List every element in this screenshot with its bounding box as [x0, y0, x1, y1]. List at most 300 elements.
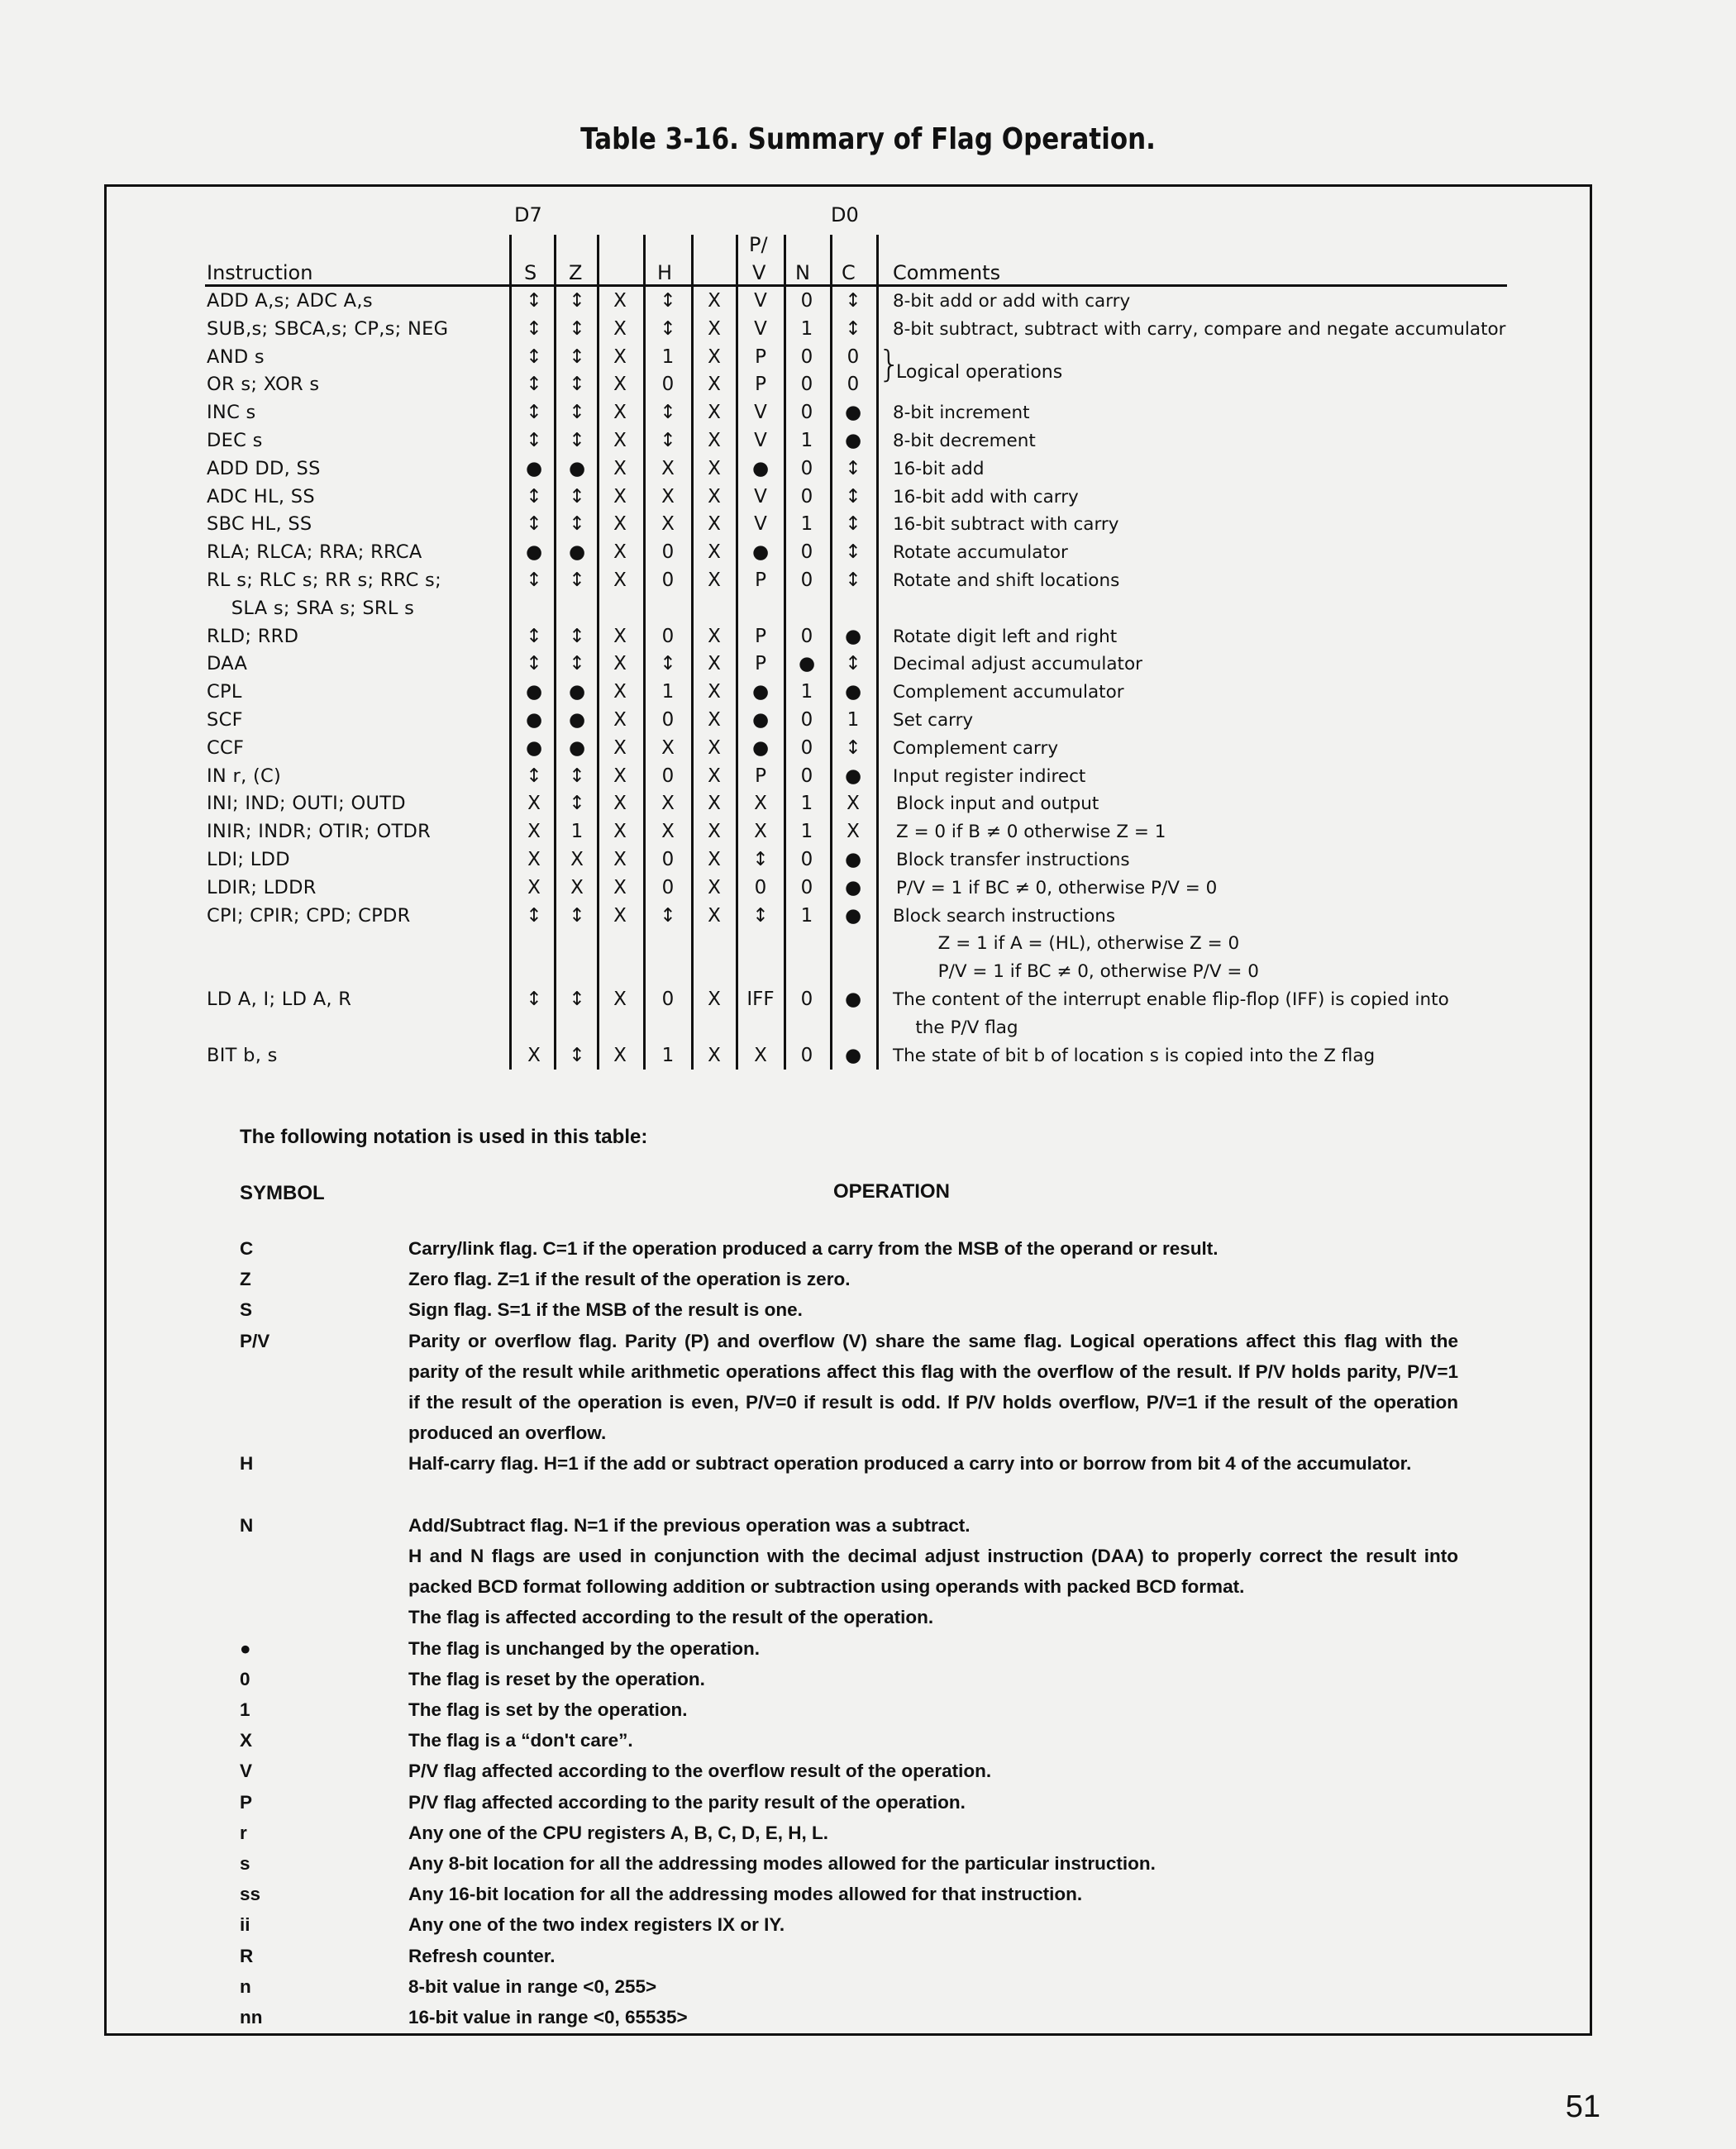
instruction-cell: SCF: [207, 709, 243, 731]
flag-cell: ↕: [845, 485, 861, 507]
table-row: [0, 930, 1736, 957]
flag-cell: ↕: [569, 317, 585, 340]
legend-symbol: 0: [240, 1668, 250, 1689]
page-number: 51: [1565, 2089, 1600, 2124]
instruction-cell: ADC HL, SS: [207, 485, 315, 507]
flag-cell: ↕: [526, 513, 542, 536]
flag-cell: ●: [844, 625, 862, 647]
flag-cell: ↕: [845, 513, 861, 536]
legend-description: Any 16-bit location for all the addressing modes allowed for that instruction.: [408, 1884, 1083, 1905]
comment-cell: Block search instructions: [893, 905, 1116, 927]
instruction-cell: RLD; RRD: [207, 625, 299, 647]
flag-cell: X: [527, 849, 541, 870]
comment-cell: 8-bit subtract, subtract with carry, compare and negate accumulator: [893, 318, 1506, 340]
flag-cell: 1: [661, 345, 675, 368]
flag-cell: 1: [847, 709, 860, 731]
table-row: [0, 707, 1736, 734]
table-row: [0, 735, 1736, 762]
legend-description: H and N flags are used in conjunction with the decimal adjust instruction (DAA) to properly correct the result into packed BCD format following addition or subtraction using operands with packed BCD format.: [408, 1546, 1458, 1598]
flag-cell: X: [754, 821, 767, 843]
flag-cell: ↕: [569, 345, 585, 368]
flag-cell: X: [708, 569, 721, 591]
header-d0: D0: [831, 203, 859, 226]
legend-description: Carry/link flag. C=1 if the operation produced a carry from the MSB of the operand or result.: [408, 1238, 1219, 1259]
flag-cell: ●: [525, 736, 543, 759]
flag-cell: X: [708, 541, 721, 564]
comment-cell: Rotate and shift locations: [893, 570, 1120, 591]
flag-cell: 0: [800, 625, 813, 647]
legend-description: The flag is affected according to the result of the operation.: [408, 1607, 934, 1628]
instruction-cell: CCF: [207, 736, 245, 759]
table-row: [0, 679, 1736, 706]
flag-cell: ↕: [660, 653, 676, 675]
comment-cell: Decimal adjust accumulator: [893, 654, 1142, 675]
flag-cell: ↕: [526, 625, 542, 647]
flag-cell: X: [613, 849, 627, 870]
instruction-cell: CPL: [207, 681, 242, 703]
flag-cell: ↕: [569, 653, 585, 675]
legend-symbol: ii: [240, 1914, 250, 1936]
flag-cell: 1: [661, 681, 675, 703]
flag-cell: 0: [661, 765, 675, 787]
flag-cell: X: [708, 1044, 721, 1066]
table-row: [0, 1014, 1736, 1041]
flag-cell: 1: [800, 317, 813, 340]
flag-cell: X: [613, 1044, 627, 1066]
flag-cell: X: [708, 317, 721, 340]
flag-cell: X: [708, 374, 721, 396]
flag-cell: 0: [800, 876, 813, 898]
table-row: [0, 371, 1736, 398]
legend-description: Sign flag. S=1 if the MSB of the result is one.: [408, 1299, 803, 1321]
flag-cell: ●: [844, 402, 862, 424]
instruction-cell: AND s: [207, 345, 265, 368]
flag-cell: X: [613, 290, 627, 312]
flag-cell: X: [708, 625, 721, 647]
flag-cell: 1: [800, 681, 813, 703]
flag-cell: ●: [751, 709, 770, 731]
logical-ops-label: Logical operations: [896, 362, 1063, 383]
flag-cell: ↕: [569, 430, 585, 451]
flag-cell: X: [708, 821, 721, 843]
comment-cell: Rotate digit left and right: [893, 626, 1118, 647]
table-row: [0, 874, 1736, 902]
flag-cell: ●: [568, 457, 586, 479]
flag-cell: ●: [798, 653, 816, 675]
flag-cell: ●: [844, 989, 862, 1010]
flag-cell: 1: [800, 430, 813, 451]
table-row: [0, 790, 1736, 817]
flag-cell: V: [754, 290, 767, 312]
instruction-cell: CPI; CPIR; CPD; CPDR: [207, 904, 411, 927]
flag-cell: ●: [844, 904, 862, 927]
comment-cell: 8-bit decrement: [893, 431, 1036, 451]
flag-cell: ↕: [845, 541, 861, 564]
comment-cell: The content of the interrupt enable flip-flop (IFF) is copied into: [893, 989, 1449, 1010]
flag-cell: X: [613, 430, 627, 451]
legend-symbol: r: [240, 1822, 247, 1843]
flag-cell: X: [708, 709, 721, 731]
flag-cell: X: [613, 457, 627, 479]
legend-symbol: S: [240, 1299, 253, 1321]
legend-description: 8-bit value in range <0, 255>: [408, 1975, 657, 1997]
flag-cell: X: [613, 317, 627, 340]
instruction-cell: RL s; RLC s; RR s; RRC s;: [207, 569, 441, 591]
flag-cell: 0: [800, 1044, 813, 1066]
table-row: [0, 818, 1736, 846]
comment-cell: The state of bit b of location s is copied into the Z flag: [893, 1045, 1376, 1066]
instruction-cell: RLA; RLCA; RRA; RRCA: [207, 541, 422, 564]
flag-cell: ↕: [526, 317, 542, 340]
flag-cell: ↕: [660, 904, 676, 927]
flag-cell: ↕: [845, 457, 861, 479]
flag-cell: X: [613, 709, 627, 731]
instruction-cell: SLA s; SRA s; SRL s: [207, 597, 415, 619]
legend-description: Refresh counter.: [408, 1945, 556, 1966]
flag-cell: ↕: [569, 625, 585, 647]
flag-cell: X: [613, 876, 627, 898]
flag-cell: ↕: [752, 904, 769, 927]
flag-cell: 1: [800, 821, 813, 843]
table-row: [0, 539, 1736, 566]
comment-cell: Set carry: [893, 710, 974, 731]
flag-cell: ↕: [526, 430, 542, 451]
table-row: [0, 958, 1736, 985]
flag-cell: X: [661, 793, 675, 815]
flag-cell: ↕: [569, 1044, 585, 1066]
table-row: [0, 903, 1736, 930]
flag-cell: X: [708, 765, 721, 787]
flag-cell: ↕: [845, 569, 861, 591]
flag-cell: ●: [844, 681, 862, 703]
flag-cell: X: [847, 793, 860, 815]
flag-cell: P: [755, 374, 766, 396]
instruction-cell: OR s; XOR s: [207, 374, 320, 396]
flag-cell: ●: [751, 736, 770, 759]
comment-cell: Z = 0 if B ≠ 0 otherwise Z = 1: [896, 822, 1166, 843]
flag-cell: X: [613, 793, 627, 815]
flag-cell: 0: [800, 989, 813, 1010]
flag-cell: ↕: [660, 430, 676, 451]
instruction-cell: LDIR; LDDR: [207, 876, 317, 898]
flag-cell: ↕: [845, 653, 861, 675]
flag-cell: ●: [844, 430, 862, 451]
header-n: N: [795, 261, 810, 284]
table-row: [0, 846, 1736, 874]
table-row: [0, 650, 1736, 678]
table-row: [0, 986, 1736, 1013]
header-pv-top: P/: [749, 233, 768, 256]
flag-cell: V: [754, 317, 767, 340]
flag-cell: X: [527, 821, 541, 843]
flag-cell: 1: [800, 904, 813, 927]
legend-symbol: N: [240, 1514, 254, 1536]
table-row: [0, 484, 1736, 511]
flag-cell: ↕: [660, 317, 676, 340]
legend-symbol: s: [240, 1853, 250, 1874]
flag-cell: X: [613, 904, 627, 927]
flag-cell: ●: [568, 709, 586, 731]
legend-description: Any one of the two index registers IX or IY.: [408, 1914, 785, 1936]
flag-cell: X: [708, 430, 721, 451]
instruction-cell: DAA: [207, 653, 248, 675]
flag-cell: X: [708, 681, 721, 703]
flag-cell: X: [613, 736, 627, 759]
flag-cell: ●: [751, 681, 770, 703]
legend-description: Add/Subtract flag. N=1 if the previous operation was a subtract.: [408, 1514, 971, 1536]
flag-cell: 0: [800, 541, 813, 564]
comment-cell: Block input and output: [896, 793, 1099, 815]
flag-cell: X: [613, 989, 627, 1010]
comment-cell: Complement accumulator: [893, 682, 1124, 703]
flag-cell: ↕: [569, 765, 585, 787]
flag-cell: 0: [661, 876, 675, 898]
legend-description: Any one of the CPU registers A, B, C, D, E, H, L.: [408, 1822, 828, 1843]
flag-cell: P: [755, 569, 766, 591]
flag-cell: X: [613, 569, 627, 591]
legend-description: Any 8-bit location for all the addressing modes allowed for the particular instruction.: [408, 1853, 1156, 1874]
instruction-cell: INIR; INDR; OTIR; OTDR: [207, 821, 432, 843]
flag-cell: X: [613, 513, 627, 536]
flag-cell: X: [708, 653, 721, 675]
flag-cell: ↕: [569, 904, 585, 927]
flag-cell: ●: [525, 681, 543, 703]
table-title: Table 3-16. Summary of Flag Operation.: [580, 122, 1156, 156]
flag-cell: 0: [661, 625, 675, 647]
flag-cell: 0: [800, 709, 813, 731]
header-h: H: [657, 261, 673, 284]
comment-cell: 16-bit add: [893, 458, 985, 479]
flag-cell: 0: [800, 290, 813, 312]
flag-cell: 0: [661, 374, 675, 396]
flag-cell: X: [708, 457, 721, 479]
flag-cell: ↕: [752, 849, 769, 870]
flag-cell: P: [755, 653, 766, 675]
flag-cell: X: [754, 1044, 767, 1066]
flag-cell: 0: [800, 736, 813, 759]
flag-cell: X: [613, 541, 627, 564]
logical-ops-brace: }: [878, 343, 901, 385]
comment-cell: the P/V flag: [893, 1017, 1018, 1038]
legend-symbol: R: [240, 1945, 254, 1966]
flag-cell: ●: [525, 457, 543, 479]
comment-cell: Complement carry: [893, 737, 1059, 759]
flag-cell: 0: [800, 374, 813, 396]
legend-description: Zero flag. Z=1 if the result of the operation is zero.: [408, 1269, 851, 1290]
flag-cell: X: [527, 876, 541, 898]
flag-cell: ●: [568, 681, 586, 703]
flag-cell: X: [708, 736, 721, 759]
instruction-cell: DEC s: [207, 430, 263, 451]
flag-cell: X: [708, 290, 721, 312]
flag-cell: V: [754, 513, 767, 536]
flag-cell: 0: [800, 457, 813, 479]
flag-cell: X: [661, 513, 675, 536]
flag-cell: X: [661, 736, 675, 759]
flag-cell: 0: [847, 345, 860, 368]
table-row: [0, 763, 1736, 790]
flag-cell: P: [755, 765, 766, 787]
flag-cell: X: [613, 345, 627, 368]
flag-cell: 0: [800, 485, 813, 507]
table-row: [0, 455, 1736, 483]
table-row: [0, 595, 1736, 622]
flag-cell: ●: [844, 876, 862, 898]
flag-cell: X: [708, 989, 721, 1010]
instruction-cell: LD A, I; LD A, R: [207, 989, 352, 1010]
flag-cell: X: [661, 485, 675, 507]
flag-cell: ●: [751, 457, 770, 479]
flag-cell: ●: [844, 1044, 862, 1066]
table-row: [0, 288, 1736, 315]
legend-symbol: n: [240, 1975, 251, 1997]
flag-cell: 0: [800, 345, 813, 368]
legend-symbol: C: [240, 1238, 254, 1259]
comment-cell: P/V = 1 if BC ≠ 0, otherwise P/V = 0: [896, 877, 1218, 898]
flag-cell: X: [527, 1044, 541, 1066]
legend-description: The flag is unchanged by the operation.: [408, 1637, 761, 1659]
legend-symbol: nn: [240, 2007, 263, 2027]
flag-cell: V: [754, 402, 767, 424]
table-row: [0, 511, 1736, 538]
flag-cell: ↕: [526, 989, 542, 1010]
flag-cell: X: [847, 821, 860, 843]
header-s: S: [524, 261, 537, 284]
flag-cell: ↕: [569, 485, 585, 507]
comment-cell: Rotate accumulator: [893, 542, 1068, 564]
legend-symbol: P: [240, 1791, 253, 1813]
flag-cell: ●: [568, 541, 586, 564]
legend-symbol: X: [240, 1730, 253, 1751]
flag-cell: ↕: [569, 402, 585, 424]
header-comments: Comments: [893, 261, 1001, 284]
flag-cell: X: [613, 485, 627, 507]
flag-cell: ↕: [526, 402, 542, 424]
header-z: Z: [569, 261, 583, 284]
flag-cell: 0: [800, 569, 813, 591]
flag-cell: ↕: [845, 317, 861, 340]
flag-cell: IFF: [746, 989, 775, 1010]
header-pv-bottom: V: [752, 261, 766, 284]
legend-symbol: Z: [240, 1269, 251, 1290]
flag-cell: ↕: [569, 569, 585, 591]
flag-cell: 0: [661, 849, 675, 870]
flag-cell: X: [613, 402, 627, 424]
flag-cell: ↕: [526, 345, 542, 368]
flag-cell: 0: [661, 989, 675, 1010]
header-rule: [205, 284, 1507, 287]
flag-cell: X: [527, 793, 541, 815]
table-row: [0, 316, 1736, 343]
flag-cell: ↕: [660, 290, 676, 312]
notation-intro: The following notation is used in this table:: [240, 1126, 648, 1148]
flag-cell: ↕: [526, 569, 542, 591]
flag-cell: X: [708, 402, 721, 424]
flag-cell: X: [613, 821, 627, 843]
flag-cell: ↕: [569, 290, 585, 312]
flag-cell: P: [755, 345, 766, 368]
flag-cell: 1: [661, 1044, 675, 1066]
instruction-cell: IN r, (C): [207, 765, 282, 787]
flag-cell: 0: [661, 569, 675, 591]
table-row: [0, 344, 1736, 371]
flag-cell: X: [570, 876, 584, 898]
flag-cell: X: [613, 765, 627, 787]
comment-cell: Block transfer instructions: [896, 850, 1130, 870]
table-row: [0, 1042, 1736, 1070]
comment-cell: 16-bit add with carry: [893, 486, 1079, 507]
comment-cell: 8-bit add or add with carry: [893, 291, 1131, 312]
legend-description: Half-carry flag. H=1 if the add or subtract operation produced a carry into or borrow from bit 4 of the accumulator.: [408, 1453, 1412, 1475]
instruction-cell: INI; IND; OUTI; OUTD: [207, 793, 406, 815]
flag-cell: X: [661, 457, 675, 479]
legend-description: 16-bit value in range <0, 65535>: [408, 2007, 688, 2027]
flag-cell: ●: [751, 541, 770, 564]
flag-cell: X: [708, 876, 721, 898]
legend-description: The flag is set by the operation.: [408, 1699, 688, 1720]
legend-symbol: V: [240, 1761, 253, 1782]
comment-cell: 8-bit increment: [893, 403, 1030, 424]
flag-cell: X: [708, 513, 721, 536]
instruction-cell: SUB,s; SBCA,s; CP,s; NEG: [207, 317, 449, 340]
legend-description: P/V flag affected according to the overflow result of the operation.: [408, 1761, 992, 1782]
flag-cell: ↕: [526, 653, 542, 675]
flag-cell: X: [661, 821, 675, 843]
flag-cell: ●: [525, 709, 543, 731]
comment-cell: P/V = 1 if BC ≠ 0, otherwise P/V = 0: [893, 961, 1259, 983]
operation-heading: OPERATION: [833, 1180, 950, 1203]
table-row: [0, 623, 1736, 650]
instruction-cell: ADD A,s; ADC A,s: [207, 290, 373, 312]
flag-cell: ↕: [660, 402, 676, 424]
flag-cell: X: [613, 374, 627, 396]
flag-cell: ●: [844, 765, 862, 787]
table-row: [0, 399, 1736, 426]
flag-cell: ●: [525, 541, 543, 564]
instruction-cell: LDI; LDD: [207, 849, 290, 870]
flag-cell: 0: [800, 402, 813, 424]
legend-symbol: P/V: [240, 1330, 270, 1351]
flag-cell: ↕: [569, 793, 585, 815]
legend-description: The flag is a “don't care”.: [408, 1730, 633, 1751]
flag-cell: ↕: [526, 765, 542, 787]
flag-cell: X: [570, 849, 584, 870]
instruction-cell: INC s: [207, 402, 256, 424]
legend-description: P/V flag affected according to the parity result of the operation.: [408, 1791, 966, 1813]
symbol-heading: SYMBOL: [240, 1182, 325, 1204]
flag-cell: X: [754, 793, 767, 815]
flag-cell: 0: [800, 765, 813, 787]
flag-cell: ●: [844, 849, 862, 870]
instruction-cell: BIT b, s: [207, 1044, 278, 1066]
flag-cell: ↕: [526, 374, 542, 396]
flag-cell: 0: [754, 876, 767, 898]
flag-cell: ↕: [526, 290, 542, 312]
legend-description: The flag is reset by the operation.: [408, 1668, 705, 1689]
flag-cell: X: [708, 485, 721, 507]
header-d7: D7: [514, 203, 542, 226]
flag-cell: 1: [800, 793, 813, 815]
flag-cell: 0: [847, 374, 860, 396]
header-c: C: [842, 261, 856, 284]
flag-cell: 1: [800, 513, 813, 536]
flag-cell: 0: [800, 849, 813, 870]
flag-cell: X: [613, 681, 627, 703]
flag-cell: ↕: [845, 736, 861, 759]
flag-cell: X: [613, 653, 627, 675]
flag-cell: 0: [661, 709, 675, 731]
flag-cell: V: [754, 485, 767, 507]
